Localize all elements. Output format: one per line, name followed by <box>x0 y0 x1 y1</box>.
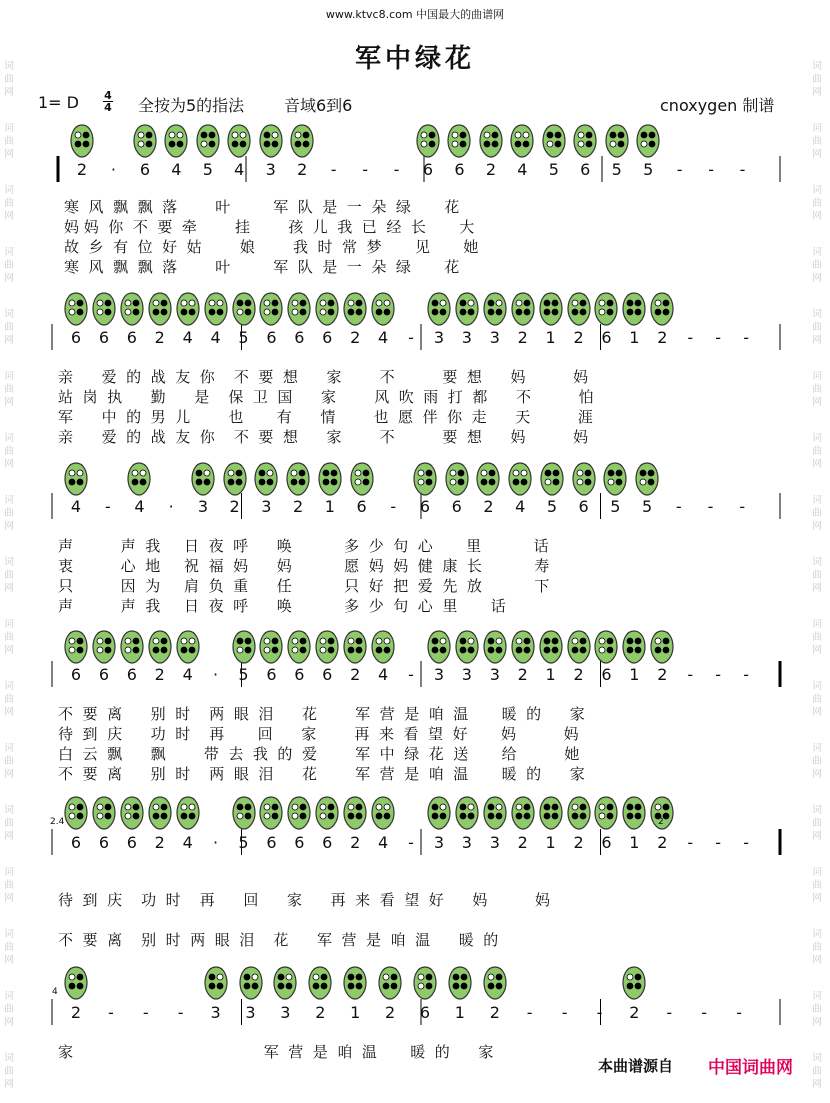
watermark-char: 曲 <box>4 942 14 953</box>
site-banner: www.ktvc8.com 中国最大的曲谱网 <box>325 8 505 21</box>
watermark-char: 曲 <box>812 384 822 395</box>
score-note: 4 <box>210 328 221 347</box>
score-note: 5 <box>202 160 213 179</box>
watermark-char: 网 <box>4 211 14 222</box>
lyric-line: 不 要 离 别 时 两 眼 泪 花 军 营 是 咱 温 暖 的 家 <box>58 765 585 783</box>
score-note: - <box>743 328 749 347</box>
watermark-char: 词 <box>812 61 822 72</box>
ocarina-fingering-icon <box>622 966 646 1000</box>
watermark-char: 曲 <box>812 74 822 85</box>
watermark-char: 网 <box>812 335 822 346</box>
lyric-line: 只 因 为 肩 负 重 任 只 好 把 爱 先 放 下 <box>58 577 550 595</box>
score-note: - <box>526 1003 533 1022</box>
score-note: 2 <box>154 328 165 347</box>
score-note: 4 <box>378 328 389 347</box>
score-note: 2 <box>573 665 584 684</box>
source-label: 本曲谱源自 <box>598 1057 674 1075</box>
watermark-char: 词 <box>4 619 14 630</box>
score-note: 5 <box>238 833 249 852</box>
watermark-char: 网 <box>4 955 14 966</box>
watermark-char: 网 <box>4 87 14 98</box>
ocarina-fingering-icon <box>378 966 402 1000</box>
score-note: · <box>213 665 219 684</box>
watermark-char: 曲 <box>812 446 822 457</box>
score-note: - <box>408 328 414 347</box>
score-note: 4 <box>70 497 82 516</box>
fingering-note: 全按为5的指法 <box>138 96 245 115</box>
score-note: 4 <box>134 497 145 516</box>
watermark-char: 网 <box>812 1079 822 1090</box>
score-note: - <box>739 160 746 179</box>
watermark-char: 网 <box>4 831 14 842</box>
watermark-char: 曲 <box>812 198 822 209</box>
ocarina-fingering-icon <box>448 966 472 1000</box>
lyric-line: 声 声 我 日 夜 呼 唤 多 少 句 心 里 话 <box>58 537 549 555</box>
song-title: 军中绿花 <box>354 44 475 74</box>
lyric-line: 待 到 庆 功 时 再 回 家 再 来 看 望 好 妈 妈 <box>58 725 579 743</box>
score-note: 2 <box>315 1003 326 1022</box>
watermark-char: 词 <box>4 743 14 754</box>
watermark-char: 曲 <box>4 384 14 395</box>
watermark-char: 词 <box>812 433 822 444</box>
score-note: - <box>390 497 397 516</box>
watermark-char: 词 <box>812 929 822 940</box>
score-note: 6 <box>322 328 333 347</box>
score-note: 6 <box>139 160 150 179</box>
score-note: 2 <box>573 328 584 347</box>
score-note: 2 <box>483 497 494 516</box>
score-note: 2 <box>154 833 165 852</box>
score-note: 2 <box>297 160 308 179</box>
score-note: 3 <box>489 328 500 347</box>
score-note: 5 <box>643 160 654 179</box>
score-note: 3 <box>489 665 500 684</box>
watermark-char: 网 <box>4 707 14 718</box>
score-note: 1 <box>545 665 556 684</box>
ocarina-fingering-icon <box>273 966 297 1000</box>
lyric-line: 亲 爱 的 战 友 你 不 要 想 家 不 要 想 妈 妈 <box>58 428 589 446</box>
watermark-char: 网 <box>812 645 822 656</box>
score-note: 1 <box>545 833 556 852</box>
score-note: - <box>736 1003 742 1022</box>
watermark-char: 词 <box>4 433 14 444</box>
score-note: 6 <box>294 833 305 852</box>
score-note: 2 <box>517 833 528 852</box>
watermark-char: 网 <box>812 211 822 222</box>
watermark-char: 曲 <box>4 1066 14 1077</box>
score-note: 2 <box>70 1003 82 1022</box>
score-note: 6 <box>70 328 82 347</box>
range-note: 音域6到6 <box>284 96 353 115</box>
score-note: 2 <box>350 833 361 852</box>
watermark-char: 词 <box>812 805 822 816</box>
score-note: 2 <box>385 1003 396 1022</box>
watermark-char: 曲 <box>4 632 14 643</box>
watermark-char: 词 <box>4 929 14 940</box>
score-note: 6 <box>580 160 591 179</box>
watermark-char: 曲 <box>4 1004 14 1015</box>
ocarina-fingering-icon <box>308 966 332 1000</box>
watermark-char: 曲 <box>4 694 14 705</box>
score-note: 3 <box>197 497 208 516</box>
volta-label: 4 <box>52 987 58 997</box>
ocarina-fingering-icon <box>343 966 367 1000</box>
score-note: - <box>715 665 722 684</box>
score-note: - <box>687 328 694 347</box>
watermark-char: 网 <box>812 831 822 842</box>
watermark-char: 曲 <box>812 880 822 891</box>
watermark-char: 曲 <box>4 446 14 457</box>
lyric-line: 待 到 庆 功 时 再 回 家 再 来 看 望 好 妈 妈 <box>58 891 551 909</box>
watermark-char: 词 <box>4 681 14 692</box>
lyric-line: 白 云 飘 飘 带 去 我 的 爱 军 中 绿 花 送 给 她 <box>58 745 580 763</box>
score-note: 6 <box>266 328 277 347</box>
watermark-char: 曲 <box>812 1066 822 1077</box>
watermark-char: 曲 <box>812 322 822 333</box>
score-note: · <box>168 497 174 516</box>
watermark-char: 词 <box>4 61 14 72</box>
score-note: 3 <box>461 665 472 684</box>
score-note: 6 <box>578 497 589 516</box>
watermark-char: 网 <box>4 149 14 160</box>
score-note: - <box>408 833 414 852</box>
watermark-char: 网 <box>4 273 14 284</box>
score-note: 6 <box>322 833 333 852</box>
watermark-char: 曲 <box>4 260 14 271</box>
score-note: 6 <box>356 497 367 516</box>
score-note: 6 <box>322 665 333 684</box>
score-note: 3 <box>261 497 272 516</box>
watermark-char: 网 <box>4 335 14 346</box>
watermark-char: 词 <box>4 1053 14 1064</box>
watermark-char: 词 <box>812 619 822 630</box>
key-signature: 1= D <box>38 93 79 112</box>
watermark-char: 网 <box>4 583 14 594</box>
score-note: 5 <box>611 160 622 179</box>
watermark-char: 词 <box>812 309 822 320</box>
score-note: · <box>213 833 219 852</box>
watermark-char: 曲 <box>4 818 14 829</box>
lyric-line: 家 军 营 是 咱 温 暖 的 家 <box>58 1043 494 1061</box>
time-top: 4 <box>104 89 112 102</box>
score-note: 3 <box>461 833 472 852</box>
score-note: - <box>701 1003 708 1022</box>
score-note: - <box>715 328 722 347</box>
lyric-line: 寒 风 飘 飘 落 叶 军 队 是 一 朵 绿 花 <box>64 258 460 276</box>
watermark-char: 词 <box>812 557 822 568</box>
watermark-char: 曲 <box>4 136 14 147</box>
score-note: 2 <box>657 665 668 684</box>
score-note: 5 <box>641 497 653 516</box>
watermark-char: 曲 <box>812 632 822 643</box>
score-note: - <box>666 1003 673 1022</box>
score-note: 2 <box>76 160 88 179</box>
score-note: 4 <box>515 497 526 516</box>
score-note: 3 <box>461 328 472 347</box>
score-note: 6 <box>126 328 137 347</box>
watermark-char: 词 <box>812 371 822 382</box>
score-note: 2 <box>229 497 240 516</box>
watermark-char: 词 <box>812 123 822 134</box>
score-note: 3 <box>280 1003 291 1022</box>
score-note: - <box>675 497 682 516</box>
score-note: 6 <box>70 665 82 684</box>
score-note: 6 <box>98 328 109 347</box>
score-note: - <box>739 497 746 516</box>
watermark-char: 网 <box>4 459 14 470</box>
score-note: 6 <box>601 665 612 684</box>
score-note: 6 <box>126 833 137 852</box>
score-note: 3 <box>433 328 445 347</box>
score-note: - <box>408 665 414 684</box>
score-note: 4 <box>171 160 182 179</box>
score-note: 5 <box>610 497 621 516</box>
watermark-char: 网 <box>812 769 822 780</box>
score-note: 6 <box>454 160 465 179</box>
score-note: 6 <box>98 665 109 684</box>
score-note: 2 <box>517 665 528 684</box>
score-note: - <box>177 1003 184 1022</box>
watermark-char: 词 <box>4 495 14 506</box>
score-note: 1 <box>629 328 640 347</box>
score-note: 3 <box>489 833 500 852</box>
watermark-char: 词 <box>4 991 14 1002</box>
score-note: 3 <box>245 1003 256 1022</box>
watermark-char: 曲 <box>812 260 822 271</box>
lyric-line: 故 乡 有 位 好 姑 娘 我 时 常 梦 见 她 <box>64 238 479 256</box>
watermark-char: 网 <box>4 397 14 408</box>
score-note: 2 <box>489 1003 500 1022</box>
score-note: 1 <box>629 833 640 852</box>
watermark-char: 网 <box>812 273 822 284</box>
score-note: 1 <box>454 1003 465 1022</box>
watermark-char: 词 <box>4 557 14 568</box>
score-note: - <box>108 1003 114 1022</box>
watermark-char: 曲 <box>4 570 14 581</box>
score-note: 2 <box>629 1003 640 1022</box>
watermark-char: 曲 <box>4 322 14 333</box>
lyric-line: 不 要 离 别 时 两 眼 泪 花 军 营 是 咱 温 暖 的 家 <box>58 705 585 723</box>
watermark-char: 词 <box>812 867 822 878</box>
watermark-char: 词 <box>4 123 14 134</box>
source-site-name: 中国词曲网 <box>708 1058 793 1078</box>
score-note: - <box>715 833 722 852</box>
lyric-line: 不 要 离 别 时 两 眼 泪 花 军 营 是 咱 温 暖 的 <box>58 931 499 949</box>
score-note: 2 <box>292 497 304 516</box>
watermark-char: 网 <box>812 1017 822 1028</box>
lyric-line: 衷 心 地 祝 福 妈 妈 愿 妈 妈 健 康 长 寿 <box>58 557 550 575</box>
score-note: 2 <box>517 328 528 347</box>
score-note: 2 <box>350 665 361 684</box>
score-note: - <box>687 665 694 684</box>
score-note: 6 <box>294 328 305 347</box>
score-note: 6 <box>98 833 109 852</box>
score-note: 3 <box>433 665 445 684</box>
watermark-char: 曲 <box>812 570 822 581</box>
watermark-char: 曲 <box>4 198 14 209</box>
watermark-char: 曲 <box>812 1004 822 1015</box>
score-note: 6 <box>294 665 305 684</box>
time-bottom: 4 <box>104 101 112 114</box>
watermark-char: 词 <box>4 805 14 816</box>
score-note: 2 <box>485 160 496 179</box>
watermark-char: 网 <box>812 521 822 532</box>
watermark-char: 网 <box>812 955 822 966</box>
volta-label: 2.4 <box>50 817 65 827</box>
lyric-line: 站 岗 执 勤 是 保 卫 国 家 风 吹 雨 打 都 不 怕 <box>58 388 594 406</box>
score-note: 6 <box>601 328 612 347</box>
watermark-char: 词 <box>812 495 822 506</box>
score-note: 2 <box>657 328 668 347</box>
watermark-char: 词 <box>4 867 14 878</box>
lyric-line: 军 中 的 男 儿 也 有 情 也 愿 伴 你 走 天 涯 <box>58 408 593 426</box>
watermark-char: 网 <box>4 521 14 532</box>
score-note: 6 <box>70 833 82 852</box>
watermark-char: 曲 <box>812 136 822 147</box>
score-note: 6 <box>266 833 277 852</box>
watermark-char: 网 <box>4 769 14 780</box>
ocarina-fingering-icon <box>413 966 437 1000</box>
watermark-char: 网 <box>812 583 822 594</box>
score-note: 4 <box>182 665 193 684</box>
score-note: 3 <box>433 833 445 852</box>
score-note: 1 <box>545 328 556 347</box>
lyric-line: 妈 妈 你 不 要 牵 挂 孩 儿 我 已 经 长 大 <box>64 218 475 236</box>
watermark-char: 曲 <box>4 74 14 85</box>
ocarina-fingering-icon <box>204 966 228 1000</box>
score-note: · <box>110 160 116 179</box>
watermark-char: 曲 <box>812 818 822 829</box>
watermark-char: 词 <box>812 1053 822 1064</box>
watermark-char: 词 <box>812 743 822 754</box>
score-note: 2 <box>573 833 584 852</box>
watermark-char: 网 <box>812 397 822 408</box>
ocarina-fingering-icon <box>239 966 263 1000</box>
score-note: 4 <box>517 160 528 179</box>
watermark-char: 网 <box>812 459 822 470</box>
score-note: 4 <box>182 833 193 852</box>
watermark-char: 词 <box>812 681 822 692</box>
watermark-char: 曲 <box>812 508 822 519</box>
lyric-line: 声 声 我 日 夜 呼 唤 多 少 句 心 里 话 <box>58 597 506 615</box>
score-note: 4 <box>378 665 389 684</box>
score-note: 3 <box>210 1003 221 1022</box>
lyric-line: 寒 风 飘 飘 落 叶 军 队 是 一 朵 绿 花 <box>64 198 460 216</box>
score-note: 6 <box>126 665 137 684</box>
watermark-char: 曲 <box>4 880 14 891</box>
ocarina-fingering-icon <box>64 966 88 1000</box>
score-note: - <box>561 1003 568 1022</box>
score-note: 6 <box>266 665 277 684</box>
watermark-char: 曲 <box>812 694 822 705</box>
score-note: - <box>330 160 337 179</box>
score-note: - <box>142 1003 149 1022</box>
score-note: 1 <box>350 1003 361 1022</box>
score-note: 6 <box>422 160 434 179</box>
score-note: - <box>687 833 694 852</box>
watermark-char: 曲 <box>4 508 14 519</box>
lyric-line: 亲 爱 的 战 友 你 不 要 想 家 不 要 想 妈 妈 <box>58 368 589 386</box>
score-note: - <box>104 497 111 516</box>
watermark-char: 词 <box>4 309 14 320</box>
score-note: 4 <box>182 328 193 347</box>
score-note: 6 <box>419 497 431 516</box>
score-note: 5 <box>546 497 557 516</box>
watermark-char: 词 <box>812 247 822 258</box>
score-note: - <box>596 1003 603 1022</box>
watermark-char: 网 <box>4 645 14 656</box>
score-note: 5 <box>238 665 249 684</box>
score-note: 6 <box>451 497 462 516</box>
watermark-char: 网 <box>4 893 14 904</box>
score-note: - <box>707 497 714 516</box>
watermark-char: 网 <box>4 1017 14 1028</box>
score-note: - <box>362 160 368 179</box>
watermark-char: 曲 <box>4 756 14 767</box>
watermark-char: 词 <box>4 185 14 196</box>
ocarina-fingering-icon <box>483 966 507 1000</box>
score-note: 3 <box>265 160 276 179</box>
score-note: 6 <box>419 1003 431 1022</box>
watermark-char: 曲 <box>812 756 822 767</box>
watermark-char: 词 <box>812 185 822 196</box>
watermark-char: 词 <box>4 371 14 382</box>
score-note: 2 <box>657 833 668 852</box>
score-note: 1 <box>629 665 640 684</box>
score-note: 1 <box>324 497 335 516</box>
watermark-char: 曲 <box>812 942 822 953</box>
score-note: 2 <box>350 328 361 347</box>
watermark-char: 网 <box>812 893 822 904</box>
watermark-char: 词 <box>4 247 14 258</box>
score-note: - <box>676 160 683 179</box>
score-note: 5 <box>548 160 559 179</box>
watermark-char: 网 <box>812 707 822 718</box>
watermark-char: 网 <box>812 149 822 160</box>
watermark-char: 网 <box>4 1079 14 1090</box>
watermark-char: 网 <box>812 87 822 98</box>
score-note: 5 <box>238 328 249 347</box>
score-note: 4 <box>234 160 245 179</box>
score-note: - <box>743 833 749 852</box>
score-note: 4 <box>378 833 389 852</box>
author-credit: cnoxygen 制谱 <box>660 96 775 115</box>
watermark-char: 词 <box>812 991 822 1002</box>
score-note: 2 <box>154 665 165 684</box>
score-note: 6 <box>601 833 612 852</box>
score-note: - <box>743 665 749 684</box>
score-note: - <box>708 160 714 179</box>
score-note: - <box>393 160 400 179</box>
volta-label: 2 <box>657 817 664 827</box>
